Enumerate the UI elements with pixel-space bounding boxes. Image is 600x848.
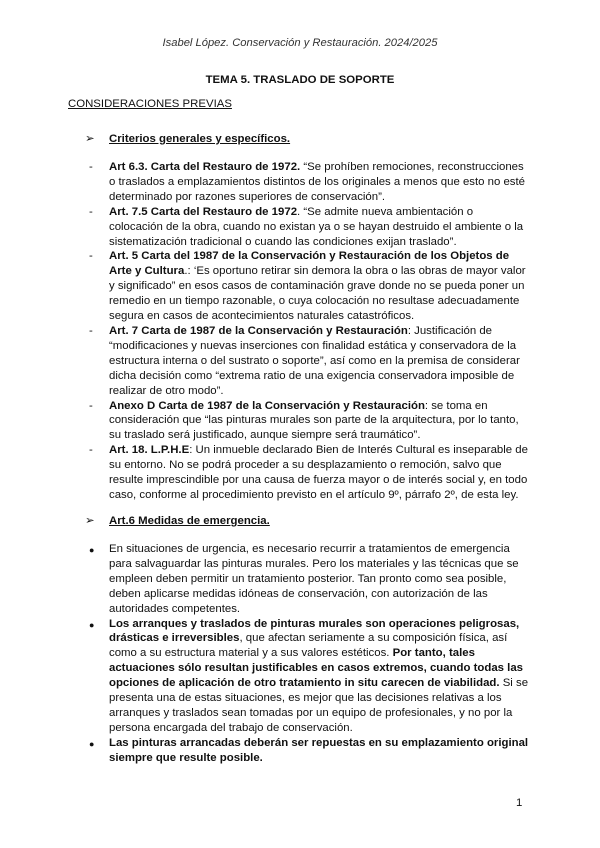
page-title: TEMA 5. TRASLADO DE SOPORTE (205, 74, 395, 86)
dash-marker: - (89, 250, 93, 263)
dash-marker: - (89, 324, 93, 337)
criterios-list (89, 160, 529, 503)
dash-marker: - (89, 399, 93, 412)
list-item: - Art. 5 Carta del 1987 de la Conservación y Restauración de los Objetos de Arte y Cultura.: ‘Es oportuno retirar sin demora la obra o las obras de mayor valor y significado” en esos casos de contaminación grave donde no se pueda poner un remedio en un tiempo razonable, o cuya colocación no resultase adecuadamente segura en casos de acontecimientos naturales catastróficos. (89, 250, 526, 323)
subheading-medidas (85, 513, 270, 527)
list-item: ● Las pinturas arrancadas deberán ser repuestas en su emplazamiento original siempre que resulte posible. (89, 736, 529, 764)
list-item: - Art. 18. L.P.H.E: Un inmueble declarado Bien de Interés Cultural es inseparable de su entorno. No se podrá proceder a su desplazamiento o remoción, salvo que resulte imprescindible por una causa de fuerza mayor o de interés social y, en todo caso, conforme al procedimiento previsto en el artículo 9º, párrafo 2º, de esta ley. (89, 444, 528, 501)
section-heading: CONSIDERACIONES PREVIAS (68, 98, 232, 110)
list-item: - Art. 7.5 Carta del Restauro de 1972. “Se admite nueva ambientación o colocación de la obra, cuando no existan ya o se hayan destruido el ambiente o la sistematización tradicional o cuando las condiciones exijan traslado”. (89, 205, 524, 248)
list-item: ● En situaciones de urgencia, es necesario recurrir a tratamientos de emergencia para salvaguardar las pinturas murales. Pero los materiales y las técnicas que se empleen deben permitir un tratamiento posterior. Tan pronto como sea posible, deben aplicarse medidas idóneas de conservación, con autorización de las autoridades competentes. (89, 543, 519, 615)
running-header: Isabel López. Conservación y Restauración. 2024/2025 (162, 37, 438, 49)
arrow-bullet-icon: ➢ (85, 133, 95, 145)
arrow-bullet-icon: ➢ (85, 515, 95, 527)
dash-marker: - (89, 205, 93, 218)
bullet-dot-icon: ● (89, 619, 95, 630)
list-item: - Art 6.3. Carta del Restauro de 1972. “Se prohíben remociones, reconstrucciones o traslados a emplazamientos distintos de los originales a menos que esto no esté determinado por razones superiores de conservación”. (89, 161, 525, 203)
list-item: - Art. 7 Carta de 1987 de la Conservación y Restauración: Justificación de “modificaciones y nuevas inserciones con finalidad estática y conservadora de la estructura interna o del sustrato o soporte”, así como en la premisa de considerar dicha decisión como “extrema ratio de una exigencia conservadora imposible de realizar de otro modo”. (89, 324, 520, 397)
subheading-criterios (85, 131, 290, 145)
list-item: - Anexo D Carta de 1987 de la Conservación y Restauración: se toma en consideración que “las pinturas murales son parte de la arquitectura, por lo tanto, su traslado será justificado, aunque siempre será traumático”. (89, 399, 519, 442)
page-number: 1 (516, 797, 523, 809)
bullet-dot-icon: ● (89, 545, 95, 555)
medidas-list (89, 542, 529, 766)
subheading-text: Criterios generales y específicos. (109, 133, 291, 145)
list-item: ● Los arranques y traslados de pinturas murales son operaciones peligrosas, drásticas e irreversibles, que afectan seriamente a su composición física, así como a su estructura material y a sus valores estéticos. Por tanto, tales actuaciones sólo resultan justificables en casos extremos, cuando todas las opciones de aplicación de otro tratamiento in situ carecen de viabilidad. Si se presenta una de estas situaciones, es mejor que las decisiones relativas a los arranques y traslados sean tomadas por un equipo de profesionales, y no por la persona encargada del trabajo de conservación. (89, 617, 529, 734)
dash-marker: - (89, 444, 93, 457)
subheading-text: Art.6 Medidas de emergencia. (109, 515, 270, 527)
dash-marker: - (89, 161, 93, 173)
bullet-dot-icon: ● (89, 738, 95, 749)
